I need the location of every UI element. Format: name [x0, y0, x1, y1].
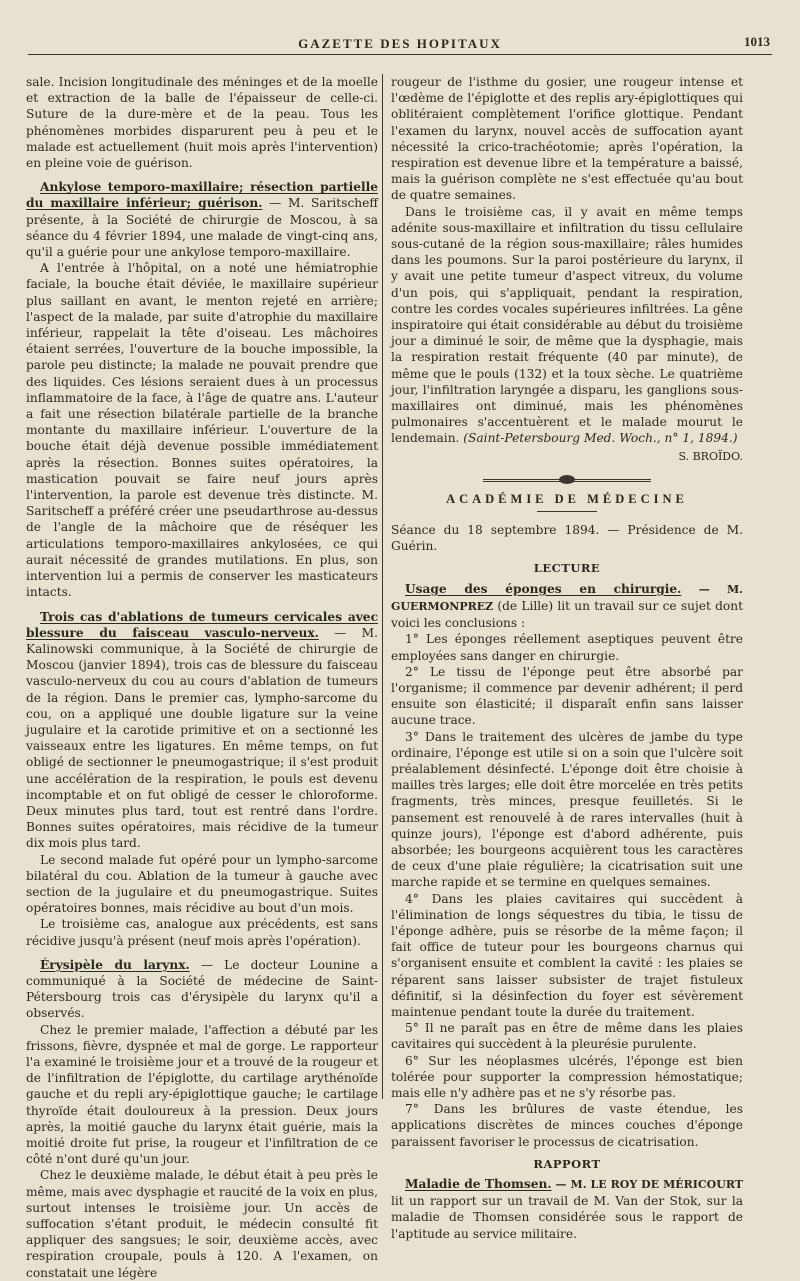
article-title-ankylose: Ankylose temporo-maxillaire; résection partielle du maxillaire inférieur; guérison.: [26, 180, 378, 211]
conclusion-1: 1° Les éponges réellement aseptiques peuvent être employées sans danger en chirurgie.: [391, 632, 743, 663]
column-divider: [382, 74, 383, 1099]
author-signature: S. BROÏDO.: [678, 449, 743, 463]
left-column: [26, 74, 378, 1281]
subhead-rapport: RAPPORT: [533, 1156, 601, 1171]
conclusion-7: 7° Dans les brûlures de vaste étendue, les applications discrètes de minces couches d'éponge paraissent favoriser le processus de cicatrisation.: [391, 1102, 743, 1149]
section-ornament: [391, 475, 743, 485]
paragraph-incision: sale. Incision longitudinale des méninges et de la moelle et extraction de la balle de l'épaisseur de celle-ci. Suture de la dure-mère et de la peau. Tous les phénomènes morbides disparurent peu à peu et le malade est actuellement (huit mois après l'intervention) en pleine voie de guérison.: [26, 75, 378, 171]
citation: (Saint-Petersbourg Med. Woch., n° 1, 1894.): [463, 431, 738, 446]
conclusion-6: 6° Sur les néoplasmes ulcérés, l'éponge est bien tolérée pour supporter la compression hémostatique; mais elle n'y adhère pas et ne s'y résorbe pas.: [391, 1053, 743, 1100]
article-lead-tumeurs: — M. Kalinowski communique, à la Société de chirurgie de Moscou (janvier 1894), trois cas de blessure du faisceau vasculo-nerveux du cou au cours d'ablation de tumeurs de la région. Dans le premier cas, lympho-sarcome du cou, on a appliqué une double ligature sur la veine jugulaire et la carotide primitive et on a sectionné les vaisseaux entre les ligatures. En même temps, on fut obligé de sectionner le pneumogastrique; il s'est produit une accélération de la respiration, le pouls est devenu incomptable et on fut obligé de cesser le chloroforme. Deux minutes plus tard, tout est rentré dans l'ordre. Bonnes suites opératoires, mais récidive de la tumeur dix mois plus tard.: [26, 625, 378, 851]
conclusion-2: 2° Le tissu de l'éponge peut être absorbé par l'organisme; il commence par devenir adhérent; il perd ensuite son élasticité; il disparaît enfin sans laisser aucune trace.: [391, 664, 743, 728]
paragraph-erysipele-third-text: Dans le troisième cas, il y avait en même temps adénite sous-maxillaire et infiltration du tissu cellulaire sous-cutané de la région sous-maxillaire; râles humides dans les poumons. Sur la paroi postérieure du larynx, il y avait une petite tumeur d'aspect vitreux, du volume d'un pois, qui s'appliquait, pendant la respiration, contre les cordes vocales supérieures infiltrées. La gêne inspiratoire qui était considérable au début du troisième jour a diminué le soir, de même que la dysphagie, mais la respiration restait fréquente (40 par minute), de même que le pouls (132) et la toux sèche. Le quatrième jour, l'infiltration laryngée a disparu, les ganglions sous-maxillaires ont diminué, mais les phénomènes pulmonaires s'accentuèrent et le malade mourut le lendemain.: [391, 204, 743, 446]
subhead-lecture: LECTURE: [533, 561, 601, 576]
article-thomsen: [391, 1176, 743, 1242]
article-lead-thomsen: lit un rapport sur un travail de M. Van der Stok, sur la maladie de Thomsen considérée sous le rapport de l'aptitude au service militaire.: [391, 1194, 743, 1241]
right-column: [391, 74, 743, 1242]
article-lead-erysipele: — Le docteur Lounine a communiqué à la Société de médecine de Saint-Pétersbourg trois cas d'érysipèle du larynx qu'il a observés.: [26, 957, 378, 1021]
paragraph-ankylose-case: A l'entrée à l'hôpital, on a noté une hémiatrophie faciale, la bouche était déviée, le maxillaire supérieur plus saillant en avant, le menton rejeté en arrière; l'aspect de la malade, par suite d'atrophie du maxillaire inférieur, rappelait la tête d'oiseau. Les mâchoires étaient serrées, l'ouverture de la bouche impossible, la parole peu distincte; la malade ne pouvait prendre que des liquides. Ces lésions seraient dues à un processus inflammatoire de la face, à l'âge de quatre ans. L'auteur a fait une résection bilatérale partielle de la branche montante du maxillaire inférieur. L'ouverture de la bouche était déjà devenue possible immédiatement après la résection. Bonnes suites opératoires, la mastication pouvait se faire neuf jours après l'intervention, la parole est devenue très distincte. M. Saritscheff a préféré créer une pseudarthrose au-dessus de l'angle de la mâchoire que de réséquer les articulations temporo-maxillaires ankylosées, ce qui aurait nécessité de grandes mutilations. En plus, son intervention lui a permis de conserver les masticateurs intacts.: [26, 261, 378, 600]
paragraph-erysipele-continued: rougeur de l'isthme du gosier, une rougeur intense et l'œdème de l'épiglotte et des replis ary-épiglottiques qui oblitéraient complètement l'orifice glottique. Pendant l'examen du larynx, nouvel accès de suffocation ayant nécessité la crico-trachéotomie; après l'opération, la respiration est devenue libre et la température a baissé, mais la guérison complète ne s'est effectuée qu'au bout de quatre semaines.: [391, 75, 743, 203]
seance-line: Séance du 18 septembre 1894. — Présidence de M. Guérin.: [391, 523, 743, 554]
journal-title: GAZETTE DES HOPITAUX: [298, 36, 502, 51]
article-lead-ankylose: — M. Saritscheff présente, à la Société de chirurgie de Moscou, à sa séance du 4 février 1894, une malade de vingt-cinq ans, qu'il a guérie pour une ankylose temporo-maxillaire.: [26, 196, 378, 260]
article-author-eponges: — M. GUERMONPREZ: [391, 582, 743, 613]
article-title-tumeurs: Trois cas d'ablations de tumeurs cervicales avec blessure du faisceau vasculo-nerveux.: [26, 609, 378, 640]
paragraph-erysipele-first: Chez le premier malade, l'affection a débuté par les frissons, fièvre, dyspnée et mal de gorge. Le rapporteur l'a examiné le troisième jour et a trouvé de la rougeur et de l'infiltration de l'épiglotte, du cartilage arythénoïde gauche et du repli ary-épiglottique gauche; le cartilage thyroïde était douloureux à la pression. Deux jours après, la moitié gauche du larynx était guérie, mais la moitié droite fut prise, la rougeur et l'infiltration de ce côté n'ont duré qu'un jour.: [26, 1022, 378, 1167]
paragraph-erysipele-third: [391, 204, 743, 447]
article-title-thomsen: Maladie de Thomsen.: [405, 1177, 552, 1191]
article-eponges: [391, 581, 743, 632]
page-header: [28, 30, 772, 55]
short-rule: [537, 511, 597, 512]
article-title-erysipele: Érysipèle du larynx.: [40, 957, 190, 972]
conclusion-5: 5° Il ne paraît pas en être de même dans les plaies cavitaires qui succèdent à la pleurésie purulente.: [391, 1021, 743, 1052]
paragraph-tumeurs-third: Le troisième cas, analogue aux précédents, est sans récidive jusqu'à présent (neuf mois après l'opération).: [26, 917, 378, 948]
ornament-dot: [559, 475, 575, 484]
conclusion-3: 3° Dans le traitement des ulcères de jambe du type ordinaire, l'éponge est utile si on a soin que l'ulcère soit préalablement désinfecté. L'éponge doit être choisie à mailles très larges; elle doit être morcelée en très petits fragments, très minces, presque feuilletés. Si le pansement est renouvelé à de rares intervalles (huit à quinze jours), l'éponge est d'abord adhérente, puis absorbée; les bourgeons acquièrent tous les caractères de ceux d'une plaie régulière; la cicatrisation suit une marche rapide et se termine en quelques semaines.: [391, 729, 743, 890]
conclusion-4: 4° Dans les plaies cavitaires qui succèdent à l'élimination de longs séquestres du tibia, le tissu de l'éponge adhère, puis se résorbe de la même façon; il fait office de tuteur pour les bourgeons charnus qui s'organisent ensuite et comblent la cavité : les plaies se réparent sans laisser subsister de trajet fistuleux définitif, si la désinfection du foyer est sévèrement maintenue pendant toute la durée du traitement.: [391, 891, 743, 1019]
article-tumeurs: [26, 609, 378, 852]
page-number: 1013: [744, 34, 770, 49]
article-title-eponges: Usage des éponges en chirurgie.: [405, 581, 682, 596]
article-author-thomsen: — M. LE ROY DE MÉRICOURT: [551, 1178, 743, 1191]
section-title-academie: ACADÉMIE DE MÉDECINE: [446, 491, 688, 506]
article-ankylose: [26, 179, 378, 260]
article-lead-eponges: (de Lille) lit un travail sur ce sujet dont voici les conclusions :: [391, 598, 743, 631]
paragraph-tumeurs-second: Le second malade fut opéré pour un lympho-sarcome bilatéral du cou. Ablation de la tumeur à gauche avec section de la jugulaire et du pneumogastrique. Suites opératoires bonnes, mais récidive au bout d'un mois.: [26, 852, 378, 916]
paragraph-erysipele-second: Chez le deuxième malade, le début était à peu près le même, mais avec dysphagie et raucité de la voix en plus, surtout intenses le troisième jour. Un accès de suffocation s'étant produit, le médecin consulté fit appliquer des sangsues; le soir, deuxième accès, avec respiration croupale, pouls à 120. A l'examen, on constatait une légère: [26, 1168, 378, 1280]
article-erysipele: [26, 957, 378, 1022]
